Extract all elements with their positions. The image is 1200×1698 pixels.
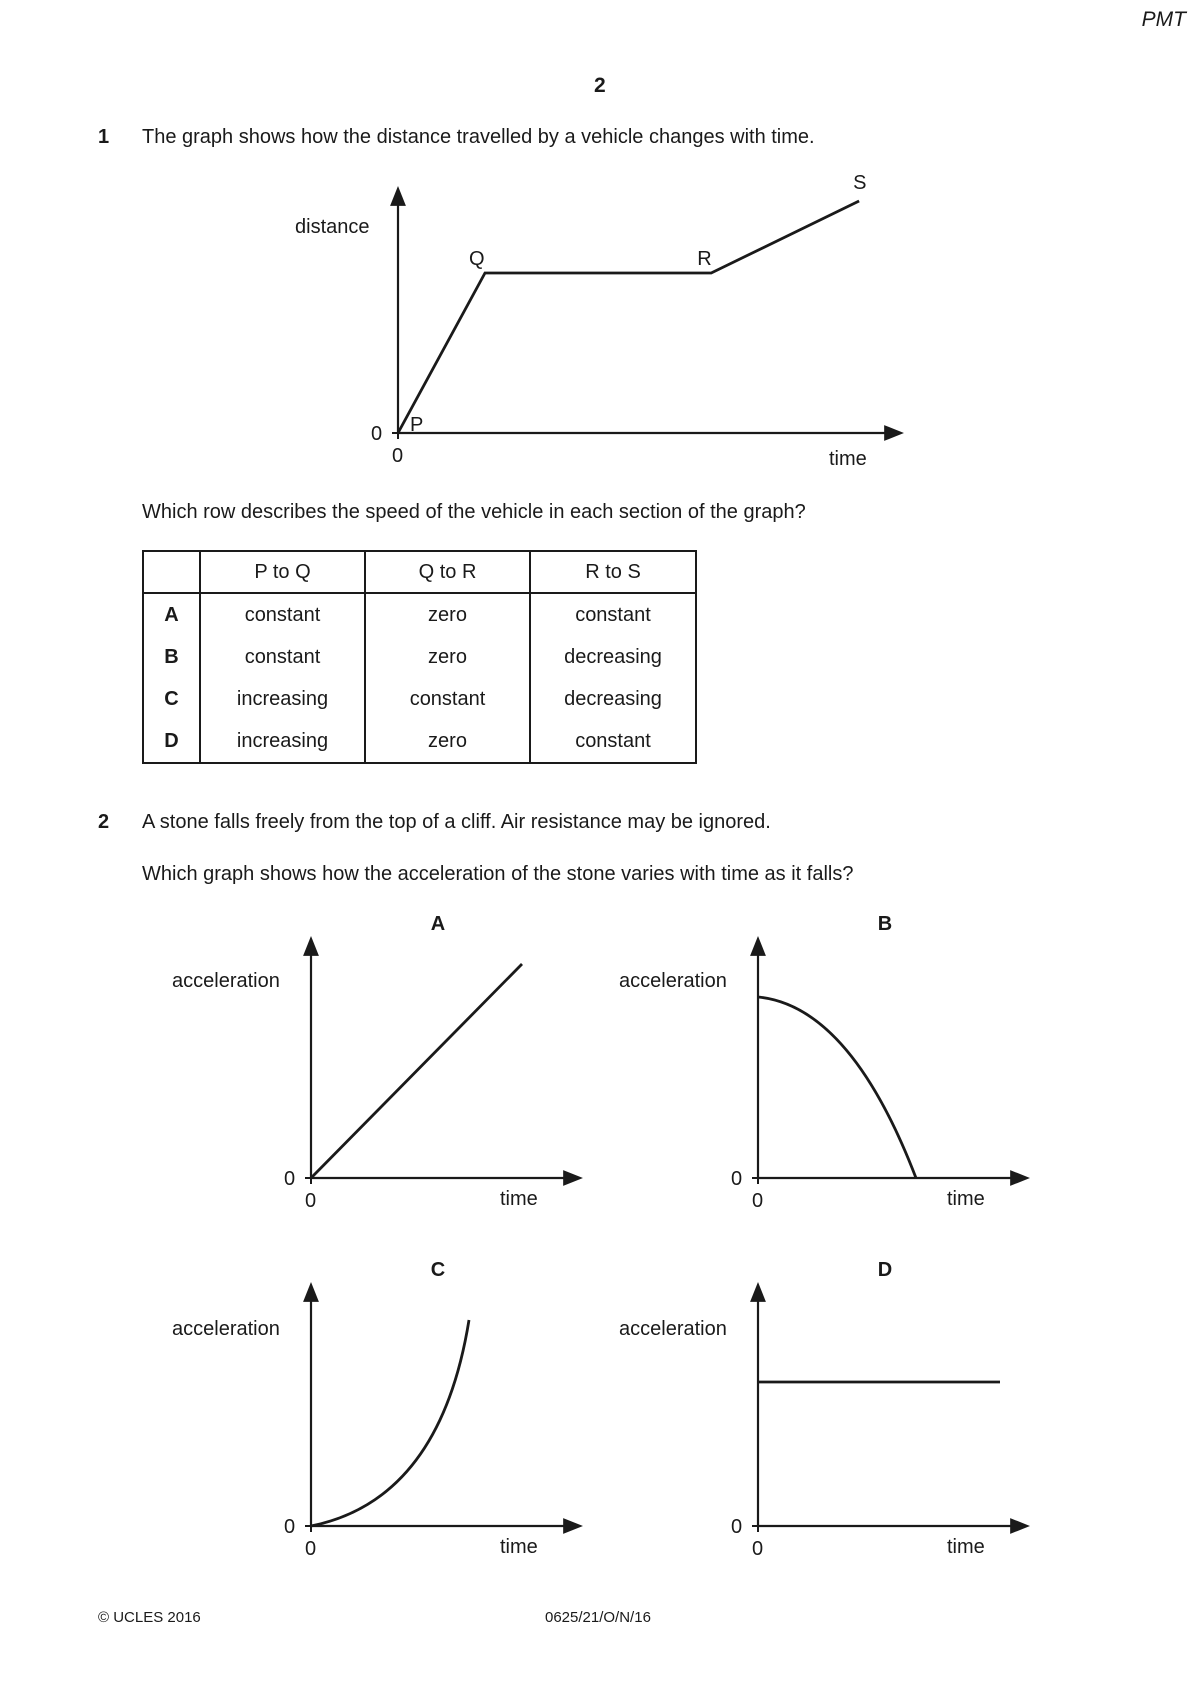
table-cell: increasing <box>200 720 365 763</box>
q1-origin-x: 0 <box>392 445 404 467</box>
table-cell: constant <box>530 720 696 763</box>
q1-origin-y: 0 <box>371 423 383 445</box>
table-cell: zero <box>365 636 530 678</box>
q2-graph-d-x-label: time <box>947 1536 985 1558</box>
table-row <box>143 636 696 678</box>
table-cell: decreasing <box>530 636 696 678</box>
row-option-label: C <box>143 678 200 720</box>
q1-point-s: S <box>853 172 867 194</box>
q2-acceleration-graphs <box>0 880 1200 1580</box>
q2-graph-c-origin-y: 0 <box>284 1516 296 1538</box>
q1-question: Which row describes the speed of the vehicle in each section of the graph? <box>142 501 806 523</box>
q1-number: 1 <box>98 126 110 148</box>
pmt-watermark: PMT <box>1141 8 1186 31</box>
q2-graph-c-y-label: acceleration <box>172 1318 280 1340</box>
q2-graph-a-y-label: acceleration <box>172 970 280 992</box>
q2-graph-b-y-label: acceleration <box>619 970 727 992</box>
page-number: 2 <box>594 74 606 97</box>
q2-graph-a <box>172 913 579 1212</box>
q1-point-r: R <box>697 248 712 270</box>
table-header-q-to-r: Q to R <box>365 551 530 593</box>
q2-graph-b <box>619 913 1026 1212</box>
q1-options-table <box>142 550 697 764</box>
q2-graph-c-curve <box>311 1320 469 1526</box>
q2-graph-d-origin-y: 0 <box>731 1516 743 1538</box>
q1-y-label: distance <box>295 216 370 238</box>
table-cell: constant <box>200 593 365 636</box>
q2-graph-a-line <box>311 964 522 1178</box>
footer-copyright: © UCLES 2016 <box>98 1609 201 1626</box>
q2-graph-a-origin-x: 0 <box>305 1190 317 1212</box>
footer-paper-code: 0625/21/O/N/16 <box>545 1609 651 1626</box>
table-header-r-to-s: R to S <box>530 551 696 593</box>
q1-distance-line <box>398 201 859 433</box>
table-cell: constant <box>530 593 696 636</box>
q2-graph-d-option: D <box>877 1259 893 1281</box>
row-option-label: B <box>143 636 200 678</box>
row-option-label: D <box>143 720 200 763</box>
q2-graph-c-option: C <box>430 1259 446 1281</box>
table-header-p-to-q: P to Q <box>200 551 365 593</box>
q2-graph-d <box>619 1259 1026 1560</box>
table-cell: increasing <box>200 678 365 720</box>
row-option-label: A <box>143 593 200 636</box>
q1-x-label: time <box>829 448 867 470</box>
q2-graph-d-y-label: acceleration <box>619 1318 727 1340</box>
q1-distance-time-graph <box>0 0 1200 480</box>
table-cell: zero <box>365 593 530 636</box>
q2-graph-c <box>172 1259 579 1560</box>
q2-number: 2 <box>98 811 110 833</box>
q2-graph-b-origin-x: 0 <box>752 1190 764 1212</box>
q2-graph-b-origin-y: 0 <box>731 1168 743 1190</box>
table-header-row <box>143 551 696 593</box>
table-cell: constant <box>365 678 530 720</box>
q2-graph-c-origin-x: 0 <box>305 1538 317 1560</box>
q2-graph-b-curve <box>758 997 916 1178</box>
q2-graph-b-x-label: time <box>947 1188 985 1210</box>
q1-point-p: P <box>410 414 424 436</box>
q2-graph-a-option: A <box>430 913 446 935</box>
table-row <box>143 678 696 720</box>
q2-graph-b-option: B <box>877 913 893 935</box>
q1-point-q: Q <box>469 248 485 270</box>
table-cell: zero <box>365 720 530 763</box>
q1-text: The graph shows how the distance travelled by a vehicle changes with time. <box>142 126 815 148</box>
q2-graph-a-x-label: time <box>500 1188 538 1210</box>
q2-text: A stone falls freely from the top of a cliff. Air resistance may be ignored. <box>142 811 771 833</box>
table-header-blank <box>143 551 200 593</box>
q2-question: Which graph shows how the acceleration of the stone varies with time as it falls? <box>142 863 854 885</box>
q2-graph-a-origin-y: 0 <box>284 1168 296 1190</box>
table-row <box>143 720 696 763</box>
table-cell: constant <box>200 636 365 678</box>
table-cell: decreasing <box>530 678 696 720</box>
q2-graph-d-origin-x: 0 <box>752 1538 764 1560</box>
table-row <box>143 593 696 636</box>
q2-graph-c-x-label: time <box>500 1536 538 1558</box>
